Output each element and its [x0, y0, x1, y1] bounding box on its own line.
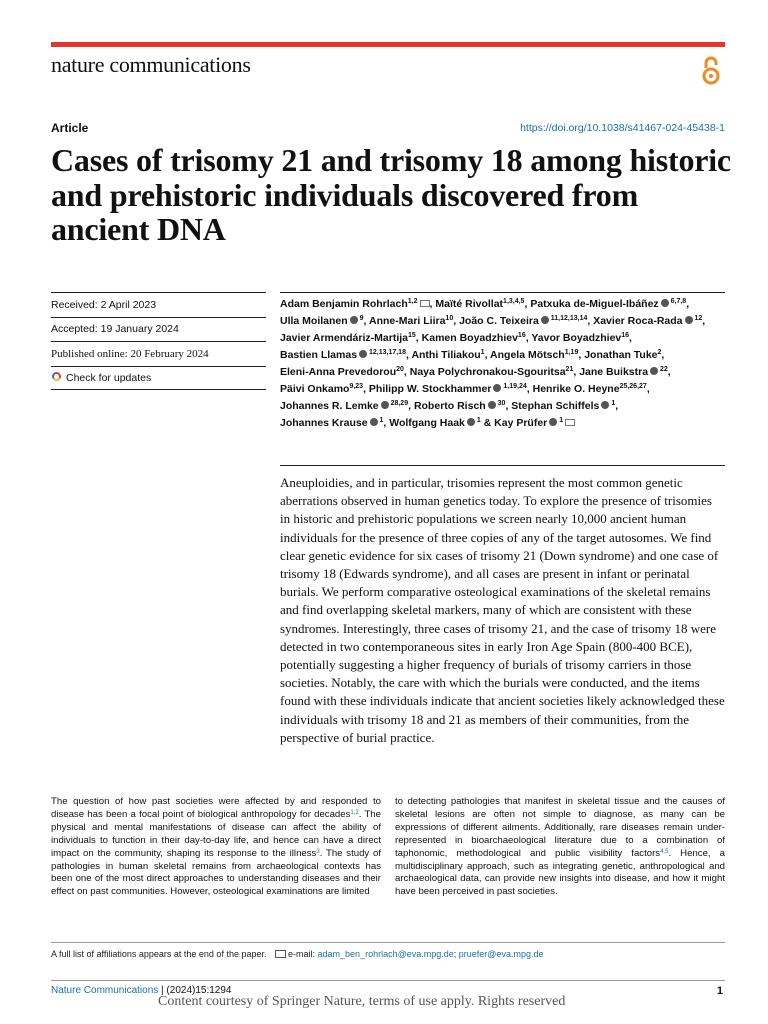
- body-column-left: The question of how past societies were affected by and responded to disease has been a focal point of biological anthropology for decades$^{1,2}$. The physical and mental manifestations of disease can affect the ability of individuals to function in their day-to-day life, and hence can have a direct impact on the community, shaping its response to the illness$^3$. The study of pathologies in human skeletal remains from archaeological contexts has been one of the most direct approaches to understanding diseases and their effect on past communities. However, osteological examinations are limited: [51, 796, 381, 898]
- affiliation-numbers: 1,3,4,5: [503, 298, 525, 305]
- affiliation-numbers: 2: [657, 349, 662, 356]
- author-name[interactable]: [435, 298, 524, 310]
- author-name-text: Stephan Schiffels: [511, 400, 600, 412]
- author-name-text: Adam Benjamin Rohrlach: [280, 298, 408, 310]
- orcid-icon[interactable]: [381, 401, 389, 409]
- author-name[interactable]: [280, 366, 404, 378]
- publication-dates: [51, 292, 266, 390]
- orcid-icon[interactable]: [359, 350, 367, 358]
- author-name[interactable]: [280, 349, 406, 361]
- author-name-text: Philipp W. Stockhammer: [368, 383, 492, 395]
- accepted-date: Accepted: 19 January 2024: [51, 317, 266, 342]
- reference-link[interactable]: 1,2: [350, 809, 359, 816]
- courtesy-watermark: Content courtesy of Springer Nature, terms of use apply. Rights reserved: [158, 994, 566, 1009]
- author-name-text: Kamen Boyadzhiev: [421, 332, 518, 344]
- author-name[interactable]: [494, 417, 575, 429]
- author-name[interactable]: [459, 315, 587, 327]
- affiliation-numbers: 28,29: [388, 400, 409, 407]
- affiliation-numbers: 20: [396, 366, 404, 373]
- footnote-divider: [51, 942, 725, 943]
- journal-color-bar: [51, 42, 725, 47]
- orcid-icon[interactable]: [488, 401, 496, 409]
- affiliation-numbers: 1,19,24: [501, 383, 527, 390]
- author-name-text: Angela Mötsch: [490, 349, 565, 361]
- email-link-2[interactable]: pruefer@eva.mpg.de: [458, 949, 544, 959]
- mail-icon[interactable]: [420, 300, 430, 307]
- affiliation-numbers: 12,13,17,18: [367, 349, 406, 356]
- affiliation-numbers: 12: [692, 315, 703, 322]
- author-name-text: Johannes R. Lemke: [280, 400, 379, 412]
- author-name-text: Kay Prüfer: [494, 417, 548, 429]
- open-access-icon: [697, 56, 725, 86]
- published-date: Published online: 20 February 2024: [51, 341, 266, 366]
- author-name-text: Naya Polychronakou-Sgouritsa: [409, 366, 566, 378]
- affiliation-numbers: 1: [377, 417, 384, 424]
- affiliation-numbers: 15: [408, 332, 416, 339]
- orcid-icon[interactable]: [541, 316, 549, 324]
- author-name[interactable]: [511, 400, 615, 412]
- affiliation-numbers: 30: [495, 400, 506, 407]
- author-name[interactable]: [280, 315, 364, 327]
- author-name[interactable]: [410, 366, 574, 378]
- author-name-text: Henrike O. Heyne: [532, 383, 620, 395]
- affiliation-numbers: 1: [474, 417, 481, 424]
- author-name[interactable]: [369, 315, 453, 327]
- page-number: 1: [716, 985, 723, 997]
- article-type: Article: [51, 121, 89, 135]
- affiliation-numbers: 11,12,13,14: [548, 315, 588, 322]
- footer-divider: [51, 980, 725, 981]
- author-name[interactable]: [584, 349, 661, 361]
- email-link-1[interactable]: adam_ben_rohrlach@eva.mpg.de: [317, 949, 454, 959]
- author-list: Adam Benjamin Rohrlach$^{1,2}$ , Maïté Rivollat$^{1,3,4,5}$, Patxuka de-Miguel-Ibáñez $^{6,7,8}$, Ulla Moilanen $^9$, Anne-Mari Liira$^{10}$, João C. Teixeira $^{11,12,13,14}$, Xavier Roca-Rada $^{12}$, Javier Armendáriz-Martija$^{15}$, Kamen Boyadzhiev$^{16}$, Yavor Boyadzhiev$^{16}$, Bastien Llamas $^{12,13,17,18}$, Anthi Tiliakou$^1$, Angela Mötsch$^{1,19}$, Jonathan Tuke$^2$, Eleni-Anna Prevedorou$^{20}$, Naya Polychronakou-Sgouritsa$^{21}$, Jane Buikstra $^{22}$, Päivi Onkamo$^{9,23}$, Philipp W. Stockhammer $^{1,19,24}$, Henrike O. Heyne$^{25,26,27}$, Johannes R. Lemke $^{28,29}$, Roberto Risch $^{30}$, Stephan Schiffels $^1$, Johannes Krause $^1$, Wolfgang Haak $^1$ & Kay Prüfer $^1$: [280, 298, 706, 429]
- author-name-text: Jonathan Tuke: [584, 349, 658, 361]
- journal-name[interactable]: nature communications: [51, 52, 251, 77]
- abstract: Aneuploidies, and in particular, trisomies represent the most common genetic aberrations observed in human genetics today. To explore the presence of trisomies in historic and prehistoric populations we screen nearly 10,000 ancient human individuals for the presence of three copies of any of the target autosomes. We find clear genetic evidence for six cases of trisomy 21 (Down syndrome) and one case of trisomy 18 (Edwards syndrome), and all cases are present in infant or perinatal burials. We perform comparative osteological examinations of the skeletal remains and find overlapping skeletal markers, many of which are consistent with these syndromes. Interestingly, three cases of trisomy 21, and the case of trisomy 18 were detected in two contemporaneous sites in early Iron Age Spain (800-400 BCE), potentially suggesting a higher frequency of burials of trisomy carriers in those societies. Notably, the care with which the burials were conducted, and the items found with these individuals indicate that ancient societies likely acknowledged these individuals with trisomy 18 and 21 as members of their communities, from the perspective of burial practice.: [280, 475, 725, 745]
- author-name-text: Yavor Boyadzhiev: [531, 332, 622, 344]
- received-date: Received: 2 April 2023: [51, 292, 266, 317]
- author-name[interactable]: [389, 417, 481, 429]
- author-name[interactable]: [422, 332, 526, 344]
- author-name[interactable]: [411, 349, 484, 361]
- body-column-right: to detecting pathologies that manifest in skeletal tissue and the causes of skeletal lesions are often not simple to diagnose, as many can be expressions of different ailments. Additionally, rare diseases remain under-represented in bioarchaeological literature due to a combination of taphonomic, methodological and public visibility factors$^{4,5}$. Hence, a multidisciplinary approach, such as integrating genetic, anthropological and archaeological data, can provide new insights into disease, and how it might have been perceived in past societies.: [395, 796, 725, 898]
- mail-icon[interactable]: [565, 419, 575, 426]
- reference-link[interactable]: 3: [316, 848, 320, 855]
- affiliation-numbers: 1: [557, 417, 564, 424]
- affiliation-numbers: 16: [517, 332, 526, 339]
- reference-link[interactable]: 4,5: [660, 848, 669, 855]
- affiliation-numbers: 21: [565, 366, 574, 373]
- affiliations-note: A full list of affiliations appears at the end of the paper. e-mail: adam_ben_rohrlach@eva.mpg.de; pruefer@eva.mpg.de: [51, 949, 544, 959]
- affiliation-numbers: 22: [658, 366, 668, 373]
- author-name-text: João C. Teixeira: [459, 315, 539, 327]
- doi-link[interactable]: https://doi.org/10.1038/s41467-024-45438-1: [520, 122, 725, 134]
- author-name-text: Bastien Llamas: [280, 349, 358, 361]
- footer-volume: | (2024)15:1294: [161, 985, 232, 996]
- author-name-text: Wolfgang Haak: [389, 417, 465, 429]
- affiliation-numbers: 9,23: [349, 383, 364, 390]
- crossmark-icon: [51, 372, 62, 383]
- affiliation-numbers: 25,26,27: [619, 383, 647, 390]
- affiliation-numbers: 1,19: [564, 349, 579, 356]
- authors-divider: [280, 292, 725, 293]
- author-name-text: Xavier Roca-Rada: [593, 315, 683, 327]
- orcid-icon[interactable]: [661, 299, 669, 307]
- affiliation-numbers: 16: [621, 332, 630, 339]
- author-name-text: Päivi Onkamo: [280, 383, 350, 395]
- author-name-text: Eleni-Anna Prevedorou: [280, 366, 397, 378]
- affiliation-numbers: 9: [357, 315, 364, 322]
- orcid-icon[interactable]: [685, 316, 693, 324]
- author-name[interactable]: [280, 298, 430, 310]
- author-name-text: Ulla Moilanen: [280, 315, 348, 327]
- author-name[interactable]: [531, 332, 629, 344]
- author-name[interactable]: [280, 332, 416, 344]
- orcid-icon[interactable]: [467, 418, 475, 426]
- affiliation-numbers: 1: [609, 400, 616, 407]
- author-name[interactable]: [579, 366, 668, 378]
- author-name[interactable]: [280, 383, 363, 395]
- author-name-text: Javier Armendáriz-Martija: [280, 332, 408, 344]
- author-name-text: Roberto Risch: [413, 400, 486, 412]
- abstract-divider: [280, 465, 725, 466]
- author-name-text: Johannes Krause: [280, 417, 368, 429]
- orcid-icon[interactable]: [350, 316, 358, 324]
- check-for-updates-label: Check for updates: [66, 371, 152, 384]
- author-name-text: Anne-Mari Liira: [368, 315, 446, 327]
- email-label: e-mail:: [288, 949, 316, 959]
- author-name[interactable]: [369, 383, 527, 395]
- affiliation-numbers: 1,2: [407, 298, 418, 305]
- author-name[interactable]: [280, 417, 383, 429]
- envelope-icon: [275, 950, 286, 958]
- affiliation-numbers: 6,7,8: [668, 298, 687, 305]
- affiliation-numbers: 1: [480, 349, 485, 356]
- author-name[interactable]: [530, 298, 686, 310]
- affiliations-text: A full list of affiliations appears at the end of the paper.: [51, 949, 267, 959]
- check-for-updates[interactable]: [51, 366, 266, 391]
- orcid-icon[interactable]: [370, 418, 378, 426]
- author-name-text: Jane Buikstra: [579, 366, 649, 378]
- author-name[interactable]: [490, 349, 578, 361]
- author-name[interactable]: [533, 383, 647, 395]
- author-name[interactable]: [280, 400, 408, 412]
- author-name[interactable]: [593, 315, 702, 327]
- footer-journal-name[interactable]: Nature Communications: [51, 985, 159, 996]
- article-title: Cases of trisomy 21 and trisomy 18 among historic and prehistoric individuals discovered from ancient DNA: [51, 142, 731, 247]
- orcid-icon[interactable]: [650, 367, 658, 375]
- author-name-text: Patxuka de-Miguel-Ibáñez: [530, 298, 659, 310]
- author-name-text: Anthi Tiliakou: [411, 349, 481, 361]
- affiliation-numbers: 10: [445, 315, 454, 322]
- author-name-text: Maïté Rivollat: [435, 298, 504, 310]
- author-name[interactable]: [414, 400, 506, 412]
